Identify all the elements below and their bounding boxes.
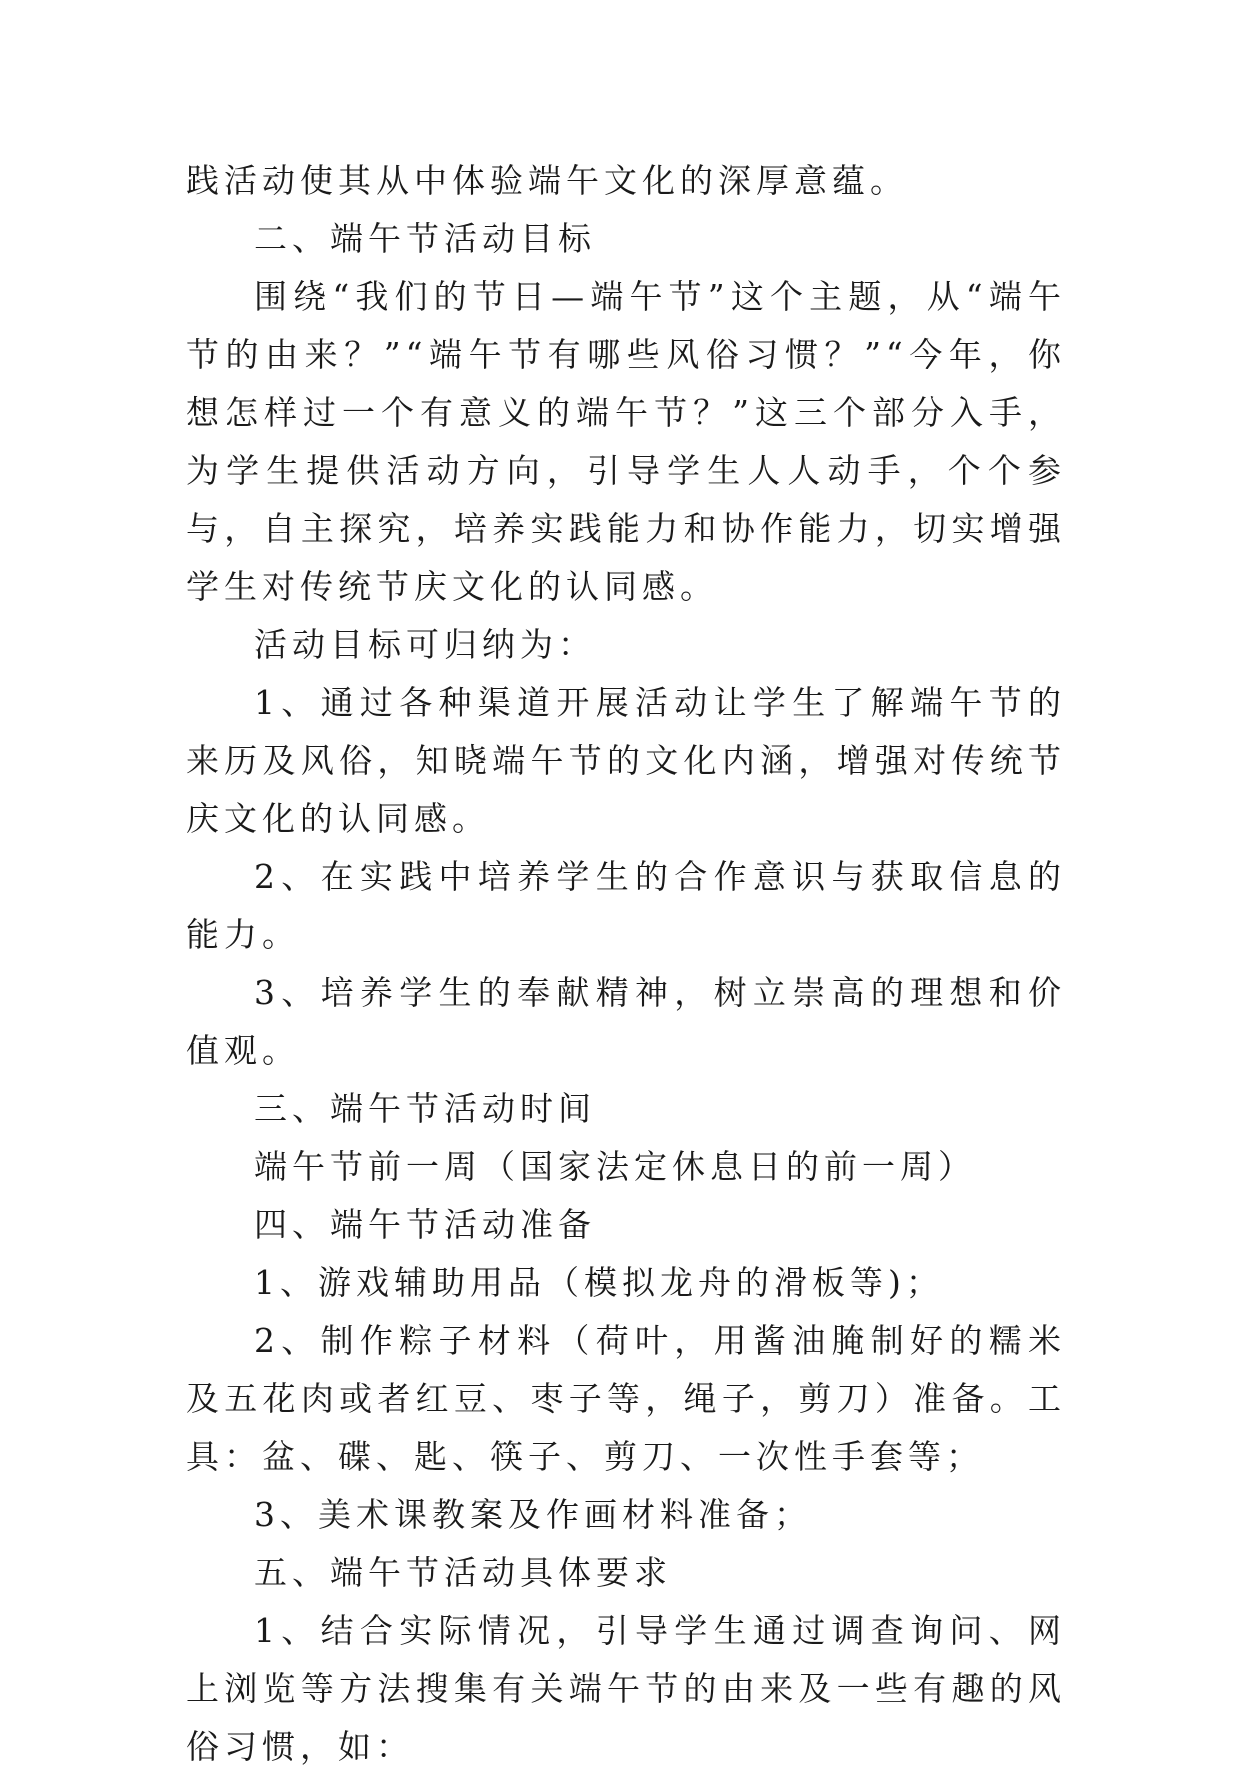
section-heading-goals: 二、端午节活动目标 [254, 219, 596, 258]
list-item-prep-1: 1、游戏辅助用品（模拟龙舟的滑板等)； [254, 1263, 944, 1302]
paragraph-continuation: 践活动使其从中体验端午文化的深厚意蕴。 [186, 161, 908, 200]
paragraph-goals-intro: 围绕“我们的节日—端午节”这个主题，从“端午节的由来？”“端午节有哪些风俗习惯？”“今年，你想怎样过一个有意义的端午节？”这三个部分入手，为学生提供活动方向，引导学生人人动手，个个参与，自主探究，培养实践能力和协作能力，切实增强学生对传统节庆文化的认同感。 [186, 277, 1066, 606]
section-heading-time: 三、端午节活动时间 [254, 1089, 596, 1128]
list-item-goal-1: 1、通过各种渠道开展活动让学生了解端午节的来历及风俗，知晓端午节的文化内涵，增强对传统节庆文化的认同感。 [186, 683, 1066, 838]
section-heading-preparation: 四、端午节活动准备 [254, 1205, 596, 1244]
list-item-goal-2: 2、在实践中培养学生的合作意识与获取信息的能力。 [186, 857, 1066, 954]
list-item-goal-3: 3、培养学生的奉献精神，树立崇高的理想和价值观。 [186, 973, 1066, 1070]
list-item-requirement-1: 1、结合实际情况，引导学生通过调查询问、网上浏览等方法搜集有关端午节的由来及一些有趣的风俗习惯，如： [186, 1611, 1066, 1766]
section-heading-requirements: 五、端午节活动具体要求 [254, 1553, 672, 1592]
paragraph-goals-summary: 活动目标可归纳为： [254, 625, 596, 664]
paragraph-time: 端午节前一周（国家法定休息日的前一周） [254, 1147, 976, 1186]
document-body [186, 152, 1066, 1776]
list-item-prep-2: 2、制作粽子材料（荷叶，用酱油腌制好的糯米及五花肉或者红豆、枣子等，绳子，剪刀）准备。工具：盆、碟、匙、筷子、剪刀、一次性手套等； [186, 1321, 1066, 1476]
list-item-prep-3: 3、美术课教案及作画材料准备； [254, 1495, 812, 1534]
